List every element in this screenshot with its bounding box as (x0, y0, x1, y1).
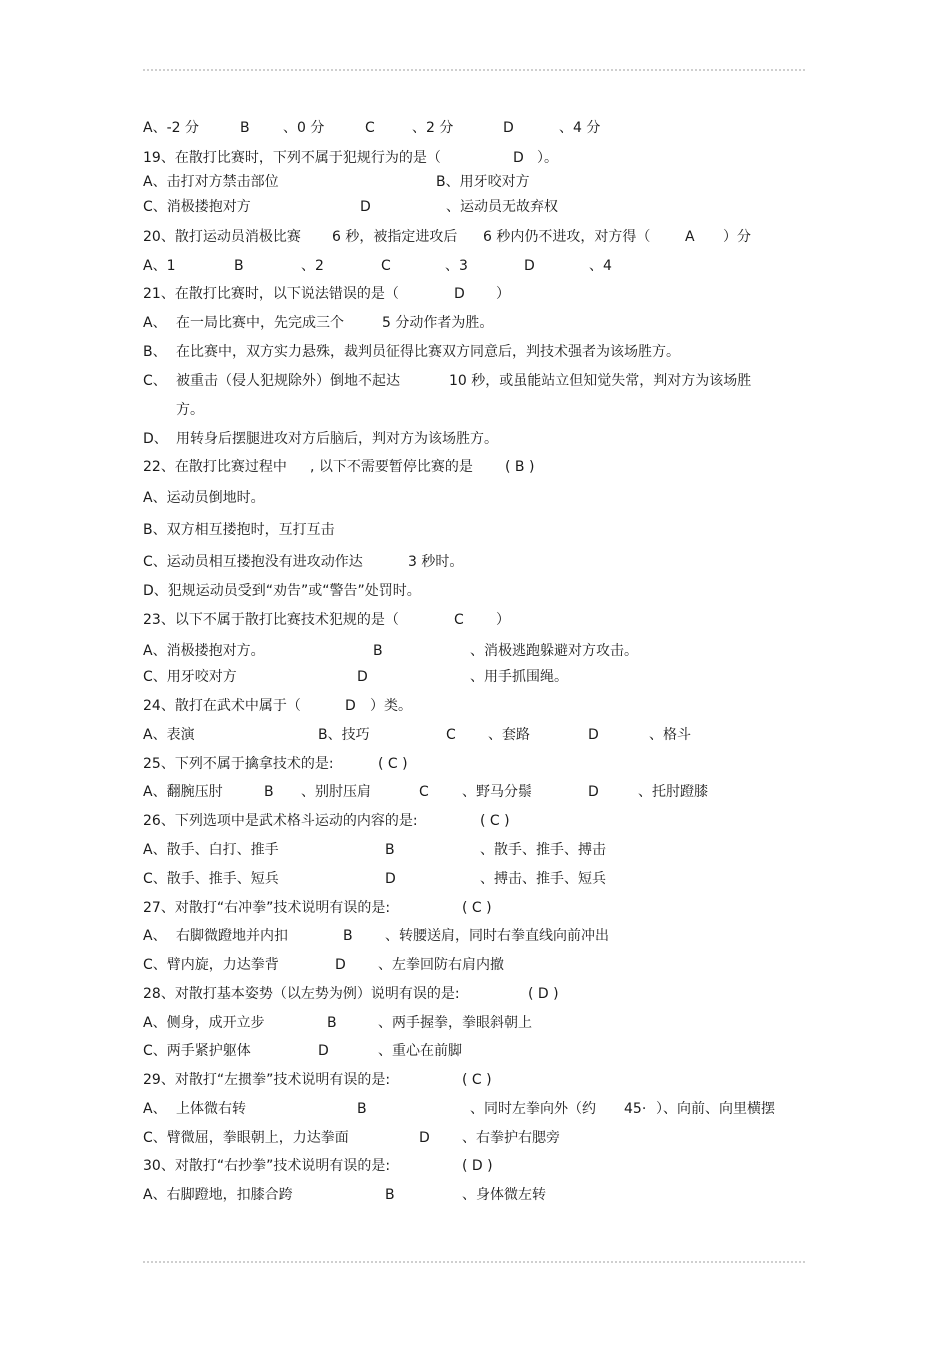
text-segment: 、3 (445, 258, 468, 274)
text-line (0, 1070, 950, 1090)
text-segment: C、用牙咬对方 (143, 669, 237, 685)
text-segment: D (345, 698, 356, 714)
text-segment: B (240, 120, 250, 136)
text-segment: A、散手、白打、推手 (143, 842, 279, 858)
text-line (0, 1041, 950, 1061)
text-segment: 用转身后摆腿进攻对方后脑后，判对方为该场胜方。 (176, 431, 498, 447)
text-segment: D (357, 669, 368, 685)
text-segment: C (419, 784, 429, 800)
text-segment: 、右拳护右腮旁 (462, 1130, 560, 1146)
text-segment: B、 (143, 344, 167, 360)
text-segment: 、用手抓围绳。 (470, 669, 568, 685)
text-segment: D (335, 957, 346, 973)
text-line (0, 342, 950, 362)
text-segment: 45· (624, 1101, 647, 1117)
text-segment: A、右脚蹬地，扣膝合跨 (143, 1187, 293, 1203)
text-segment: 22、在散打比赛过程中 (143, 459, 287, 475)
text-segment: 、转腰送肩，同时右拳直线向前冲出 (385, 928, 609, 944)
text-segment: ( C ) (378, 756, 408, 772)
text-segment: 26、下列选项中是武术格斗运动的内容的是: (143, 813, 418, 829)
text-segment: 28、对散打基本姿势（以左势为例）说明有误的是: (143, 986, 460, 1002)
text-segment: A、 (143, 1101, 167, 1117)
page-header-rule (143, 69, 805, 71)
text-segment: C、臂内旋，力达拳背 (143, 957, 279, 973)
text-segment: D、 (143, 431, 168, 447)
text-segment: A、表演 (143, 727, 195, 743)
text-segment: A、侧身，成开立步 (143, 1015, 265, 1031)
text-segment: 右脚微蹬地并内扣 (176, 928, 288, 944)
text-segment: A、-2 分 (143, 120, 199, 136)
text-segment: C、消极搂抱对方 (143, 199, 251, 215)
text-segment: 、套路 (488, 727, 530, 743)
text-segment: C (454, 612, 464, 628)
text-line (0, 667, 950, 687)
text-segment: 、野马分鬃 (462, 784, 532, 800)
text-segment: 在比赛中，双方实力悬殊，裁判员征得比赛双方同意后，判技术强者为该场胜方。 (176, 344, 680, 360)
text-segment: 、4 (589, 258, 612, 274)
text-segment: 27、对散打“右冲拳”技术说明有误的是: (143, 900, 391, 916)
text-line (0, 610, 950, 630)
text-segment: 19、在散打比赛时，下列不属于犯规行为的是（ (143, 150, 441, 166)
text-segment: B (357, 1101, 367, 1117)
text-segment: D (385, 871, 396, 887)
text-line (0, 926, 950, 946)
text-segment: 3 秒时。 (408, 554, 464, 570)
text-segment: 被重击（侵人犯规除外）倒地不起达 (176, 373, 400, 389)
text-segment: D (419, 1130, 430, 1146)
text-segment: C、运动员相互搂抱没有进攻动作达 (143, 554, 363, 570)
text-line (0, 313, 950, 333)
text-line (0, 227, 950, 247)
text-segment: B (234, 258, 244, 274)
text-line (0, 197, 950, 217)
text-segment: A、1 (143, 258, 176, 274)
text-segment: 20、散打运动员消极比赛 (143, 229, 301, 245)
text-segment: A、运动员倒地时。 (143, 490, 265, 506)
text-segment: 、搏击、推手、短兵 (480, 871, 606, 887)
text-segment: A、 (143, 928, 167, 944)
text-segment: 、重心在前脚 (378, 1043, 462, 1059)
text-segment: 、2 (301, 258, 324, 274)
text-segment: B (373, 643, 383, 659)
text-segment: 、运动员无故弃权 (446, 199, 558, 215)
text-segment: A、消极搂抱对方。 (143, 643, 265, 659)
text-segment: C (365, 120, 375, 136)
text-segment: 21、在散打比赛时，以下说法错误的是（ (143, 286, 399, 302)
text-line (0, 256, 950, 276)
text-segment: A (685, 229, 695, 245)
text-segment: 、两手握拳，拳眼斜朝上 (378, 1015, 532, 1031)
text-segment: 、托肘蹬膝 (638, 784, 708, 800)
text-line (0, 754, 950, 774)
text-line (0, 148, 950, 168)
text-line (0, 118, 950, 138)
text-segment: ）类。 (370, 698, 412, 714)
text-segment: 、2 分 (412, 120, 454, 136)
text-segment: C、臂微屈，拳眼朝上，力达拳面 (143, 1130, 349, 1146)
text-segment: 5 分动作者为胜。 (382, 315, 494, 331)
text-line (0, 581, 950, 601)
text-segment: B、技巧 (318, 727, 370, 743)
text-segment: D (454, 286, 465, 302)
text-segment: A、翻腕压肘 (143, 784, 223, 800)
text-line (0, 284, 950, 304)
text-segment: 、别肘压肩 (301, 784, 371, 800)
text-segment: C、两手紧护躯体 (143, 1043, 251, 1059)
text-segment: 、身体微左转 (462, 1187, 546, 1203)
text-segment: ） (496, 612, 510, 628)
text-segment: 6 秒，被指定进攻后 (332, 229, 458, 245)
text-segment: B、双方相互搂抱时，互打互击 (143, 522, 335, 538)
text-line (0, 641, 950, 661)
text-segment: 23、以下不属于散打比赛技术犯规的是（ (143, 612, 399, 628)
text-segment: C (381, 258, 391, 274)
text-segment: D、犯规运动员受到“劝告”或“警告”处罚时。 (143, 583, 421, 599)
text-segment: 、同时左拳向外（约 (470, 1101, 596, 1117)
text-segment: 上体微右转 (176, 1101, 246, 1117)
text-segment: B、用牙咬对方 (436, 174, 530, 190)
text-segment: B (343, 928, 353, 944)
text-segment: ( D ) (462, 1158, 493, 1174)
text-segment: 25、下列不属于擒拿技术的是: (143, 756, 334, 772)
text-line (0, 1156, 950, 1176)
text-line (0, 400, 950, 420)
text-segment: D (503, 120, 514, 136)
text-segment: 、消极逃跑躲避对方攻击。 (470, 643, 638, 659)
text-segment: B (385, 842, 395, 858)
text-segment: 、格斗 (649, 727, 691, 743)
text-line (0, 984, 950, 1004)
text-line (0, 782, 950, 802)
text-line (0, 869, 950, 889)
text-segment: 30、对散打“右抄拳”技术说明有误的是: (143, 1158, 391, 1174)
text-line (0, 1099, 950, 1119)
page-footer-rule (143, 1261, 805, 1263)
text-line (0, 488, 950, 508)
text-segment: 、散手、推手、搏击 (480, 842, 606, 858)
text-line (0, 552, 950, 572)
text-segment: ( C ) (480, 813, 510, 829)
text-segment: ( B ) (505, 459, 535, 475)
text-segment: 、4 分 (559, 120, 601, 136)
text-segment: B (264, 784, 274, 800)
text-segment: D (318, 1043, 329, 1059)
text-segment: ( C ) (462, 900, 492, 916)
text-segment: D (588, 727, 599, 743)
text-line (0, 371, 950, 391)
text-segment: ）分 (723, 229, 751, 245)
text-line (0, 1128, 950, 1148)
text-segment: D (524, 258, 535, 274)
text-segment: ( C ) (462, 1072, 492, 1088)
text-line (0, 1185, 950, 1205)
text-line (0, 457, 950, 477)
text-segment: A、 (143, 315, 167, 331)
text-line (0, 725, 950, 745)
text-line (0, 898, 950, 918)
text-segment: 、左拳回防右肩内撤 (378, 957, 504, 973)
text-segment: ）、向前、向里横摆 (656, 1101, 775, 1117)
text-segment: 在一局比赛中，先完成三个 (176, 315, 344, 331)
text-segment: 29、对散打“左掼拳”技术说明有误的是: (143, 1072, 391, 1088)
text-segment: D (513, 150, 524, 166)
text-segment: 方。 (176, 402, 204, 418)
text-line (0, 696, 950, 716)
text-segment: 10 秒，或虽能站立但知觉失常，判对方为该场胜 (449, 373, 752, 389)
text-segment: A、击打对方禁击部位 (143, 174, 279, 190)
text-segment: C、 (143, 373, 167, 389)
text-line (0, 955, 950, 975)
text-segment: B (385, 1187, 395, 1203)
text-line (0, 840, 950, 860)
text-segment: D (588, 784, 599, 800)
text-line (0, 1013, 950, 1033)
text-segment: C (446, 727, 456, 743)
text-segment: C、散手、推手、短兵 (143, 871, 279, 887)
text-segment: B (327, 1015, 337, 1031)
text-segment: ）。 (537, 150, 558, 166)
text-segment: 、0 分 (283, 120, 325, 136)
text-segment: 24、散打在武术中属于（ (143, 698, 301, 714)
text-line (0, 172, 950, 192)
text-line (0, 520, 950, 540)
text-segment: ( D ) (528, 986, 559, 1002)
text-line (0, 429, 950, 449)
text-segment: ） (496, 286, 510, 302)
text-segment: D (360, 199, 371, 215)
text-segment: 6 秒内仍不进攻，对方得（ (483, 229, 651, 245)
text-line (0, 811, 950, 831)
text-segment: , 以下不需要暂停比赛的是 (310, 459, 473, 475)
